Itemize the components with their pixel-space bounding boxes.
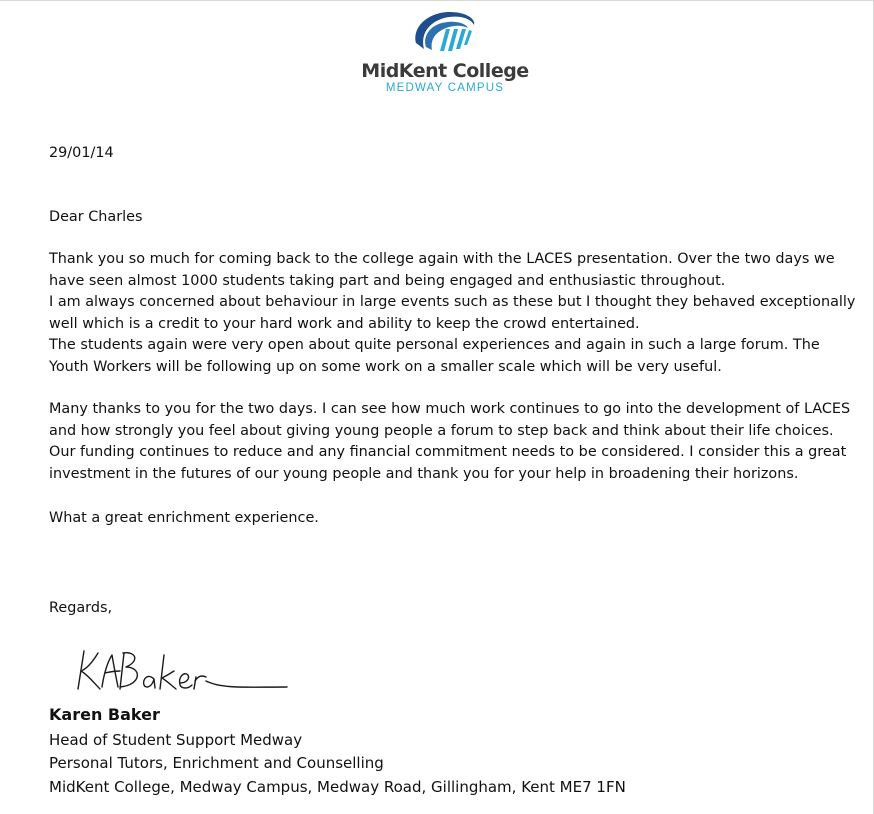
signatory-department: Personal Tutors, Enrichment and Counselling bbox=[49, 754, 384, 773]
handwritten-signature bbox=[72, 643, 302, 695]
midkent-logo-icon bbox=[410, 9, 480, 59]
closing-line: What a great enrichment experience. bbox=[49, 510, 319, 526]
paragraph-line: and how strongly you feel about giving young people a forum to step back and think about their life choices. bbox=[49, 422, 834, 439]
college-name: MidKent College bbox=[361, 60, 529, 82]
campus-name: MEDWAY CAMPUS bbox=[385, 82, 505, 94]
paragraph-line: I am always concerned about behaviour in large events such as these but I thought they behaved exceptionally bbox=[49, 294, 856, 310]
signatory-name: Karen Baker bbox=[49, 705, 160, 724]
signatory-address: MidKent College, Medway Campus, Medway Road, Gillingham, Kent ME7 1FN bbox=[49, 777, 626, 796]
salutation: Dear Charles bbox=[49, 209, 143, 225]
body-paragraph-1 bbox=[49, 249, 855, 378]
paragraph-line: The students again were very open about quite personal experiences and again in such a large forum. The bbox=[49, 337, 820, 353]
body-paragraph-2 bbox=[49, 399, 850, 485]
letter-date: 29/01/14 bbox=[49, 145, 114, 161]
paragraph-line: Our funding continues to reduce and any financial commitment needs to be considered. I consider this a great bbox=[49, 444, 847, 460]
paragraph-line: Youth Workers will be following up on some work on a smaller scale which will be very useful. bbox=[49, 358, 722, 375]
paragraph-line: investment in the futures of our young people and thank you for your help in broadening their horizons. bbox=[49, 465, 799, 482]
letterhead bbox=[340, 9, 550, 95]
paragraph-line: have seen almost 1000 students taking part and being engaged and enthusiastic throughout. bbox=[49, 272, 726, 289]
paragraph-line: well which is a credit to your hard work and ability to keep the crowd entertained. bbox=[49, 315, 640, 332]
paragraph-line: Thank you so much for coming back to the college again with the LACES presentation. Over the two days we bbox=[49, 251, 835, 267]
signatory-title: Head of Student Support Medway bbox=[49, 731, 303, 749]
paragraph-line: Many thanks to you for the two days. I can see how much work continues to go into the development of LACES bbox=[49, 401, 851, 417]
regards: Regards, bbox=[49, 600, 113, 616]
signatory-details bbox=[49, 729, 626, 799]
